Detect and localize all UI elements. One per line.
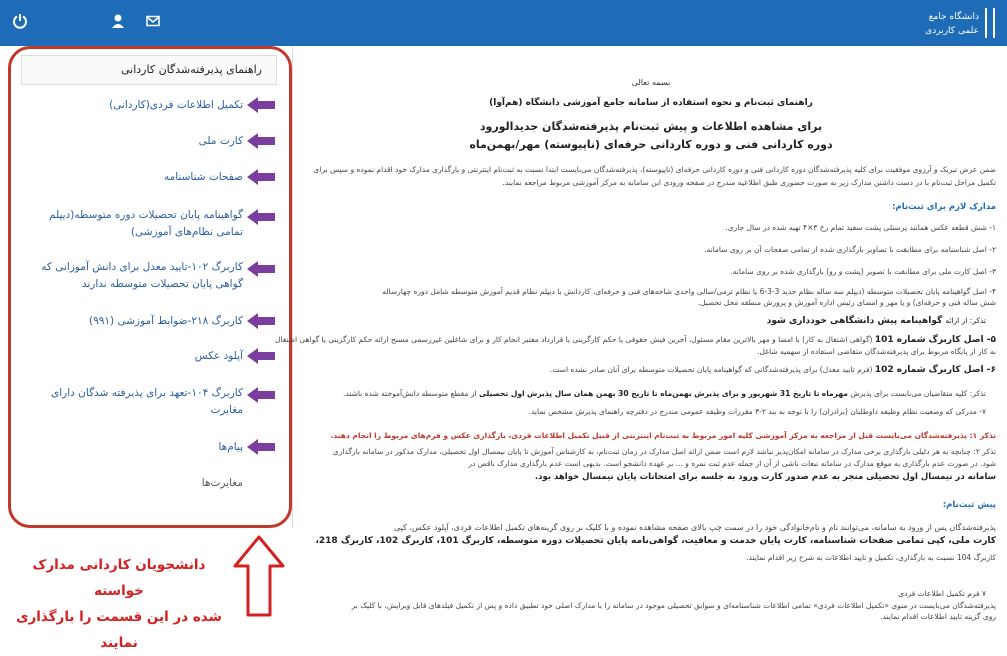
doc-item-4: ۴- اصل گواهینامه پایان تحصیلات متوسطه (دیپلم سه ساله نظام جدید 3-3-6 یا نظام ترمی/سالی واحدی شاخه‌های فنی و حرفه‌ای، کاردانش یا دیپلم نظام قدیم آموزش متوسطه شامل دوره چهارساله: [382, 287, 996, 296]
doc-form-text-2: روی گزینه تایید اطلاعات اقدام نمایند.: [880, 612, 996, 621]
arrow-icon: [247, 439, 275, 455]
doc-note-3c: سامانه در نیمسال اول تحصیلی منجر به عدم صدور کارت ورود به جلسه برای امتحانات پایان نیمسال خواهد بود.: [534, 472, 996, 482]
arrow-icon: [247, 133, 275, 149]
power-icon[interactable]: [10, 13, 30, 33]
doc-note-2-c: تا تاریخ 31 شهریور: [748, 389, 820, 398]
guide-document: [275, 60, 1004, 621]
doc-pre-registration-heading: پیش ثبت‌نام:: [942, 500, 996, 510]
arrow-icon: [247, 261, 275, 277]
sidebar-item-diploma[interactable]: گواهینامه پایان تحصیلات دوره متوسطه(دیپلم تمامی نظام‌های آموزشی): [49, 209, 243, 238]
sidebar-divider: [292, 46, 293, 528]
sidebar-item-form-218[interactable]: کاربرگ ۲۱۸-ضوابط آموزشی (۹۹۱): [89, 315, 243, 327]
annotation-line2: شده در این قسمت را بارگذاری نمایند: [16, 609, 222, 651]
doc-item-6: [300, 364, 996, 376]
arrow-icon: [247, 97, 275, 113]
doc-item-4b: شش ساله فنی و حرفه‌ای) و یا مهر و امضای رئیس اداره آموزش و پرورش منطقه محل تحصیل.: [697, 298, 996, 307]
doc-note-2-d: و برای پذیرش بهمن‌ماه تا تاریخ 30 بهمن همان سال پذیرش: [527, 389, 747, 398]
doc-note-2-f: از مقطع متوسطه دانش‌آموخته شده باشند.: [343, 389, 477, 398]
arrow-icon: [247, 387, 275, 403]
doc-note-1-bold: گواهینامه پیش دانشگاهی خودداری شود: [766, 316, 943, 326]
doc-red-note: تذکر ۱: پذیرفته‌شدگان می‌بایست قبل از مراجعه به مرکز آموزشی کلیه امور مربوط به ثبت‌نام اینترنتی از قبیل تکمیل اطلاعات فردی، بارگذاری عکس و فرم‌های مربوط را انجام دهند.: [330, 431, 996, 440]
doc-item-2: ۲- اصل شناسنامه برای مطابقت با تصاویر بارگذاری شده از تمامی صفحات آن بر روی سامانه.: [704, 245, 996, 254]
annotation-note: [8, 552, 230, 656]
up-arrow-icon: [232, 534, 286, 618]
doc-bismillah: بسمه تعالی: [631, 78, 671, 87]
doc-para-1: پذیرفته‌شدگان پس از ورود به سامانه، می‌توانند نام و نام‌خانوادگی خود را در سمت چپ بالای صفحه مشاهده نموده و با کلیک بر روی گزینه‌های تکمیل اطلاعات فردی، آپلود عکس، کپی: [393, 523, 996, 532]
doc-note-2-e: اول تحصیلی: [478, 389, 525, 398]
doc-item-7: ۷- مدرکی که وضعیت نظام وظیفه داوطلبان (برادران) را با توجه به بند ۲-۳ مقررات وظیفه عمومی مندرج در دفترچه راهنمای پذیرش مشخص نماید.: [528, 407, 986, 416]
doc-required-docs-heading: مدارک لازم برای ثبت‌نام:: [892, 202, 996, 212]
arrow-icon: [247, 348, 275, 364]
top-navbar: [0, 0, 1007, 46]
sidebar-item-upload-photo[interactable]: آپلود عکس: [194, 350, 243, 362]
logo-line2: علمی کاربردی: [925, 26, 979, 36]
doc-form-heading: ۷ فرم تکمیل اطلاعات فردی: [898, 589, 986, 598]
doc-title-line2: دوره کاردانی فنی و دوره کاردانی حرفه‌ای (ناپیوسته) مهر/بهمن‌ماه: [469, 138, 833, 151]
doc-note-3a: تذکر ۲: چنانچه به هر دلیلی بارگذاری برخی مدارک در سامانه امکان‌پذیر نباشد لازم است ضمن ارائه اصل مدارک در زمان ثبت‌نام، به کارشناس آموزش تا پایان نیمسال اول تحصیلی، مدارک مذکور در سامانه بارگذاری: [332, 447, 996, 456]
arrow-icon: [247, 169, 275, 185]
university-logo: [925, 4, 995, 42]
doc-intro-line1: ضمن عرض تبریک و آرزوی موفقیت برای کلیه پذیرفته‌شدگان دوره کاردانی فنی و دوره کاردانی حرفه‌ای (ناپیوسته)، پذیرفته‌شدگان می‌بایست ابتدا نسبت به ثبت‌نام اینترنتی و بارگذاری مدارک خود اقدام نموده و سپس برای: [313, 165, 996, 174]
doc-item-5-text: (گواهی اشتغال به کار) با امضا و مهر بالاترین مقام مسئول، آخرین فیش حقوقی یا حکم کارگزینی یا قرارداد معتبر انجام کار و برای شاغلین غیررسمی مسنح ارائه حکم کارگزینی یا گواهی اشتغال: [275, 335, 873, 344]
doc-note-1-label: تذکر: از ارائه: [945, 316, 986, 325]
doc-item-5-bold: ۵- اصل کاربرگ شماره 101: [874, 335, 996, 345]
sidebar-item-messages[interactable]: پیام‌ها: [218, 441, 243, 453]
user-icon[interactable]: [108, 13, 128, 33]
logo-line1: دانشگاه جامع: [928, 12, 979, 22]
doc-note-2-a: تذکر: کلیه متقاضیان می‌بایست برای پذیرش: [850, 389, 986, 398]
sidebar-item-form-102[interactable]: کاربرگ ۱۰۲-تایید معدل برای دانش آموزانی که گواهی پایان تحصیلات متوسطه ندارند: [41, 261, 243, 290]
sidebar-item-form-104[interactable]: کاربرگ ۱۰۴-تعهد برای پذیرفته شدگان دارای مغایرت: [51, 387, 243, 416]
doc-item-6-text: (فرم تایید معدل) برای پذیرفته‌شدگانی که گواهینامه پایان تحصیلات متوسطه برای آنان صادر نشده است.: [549, 365, 873, 374]
doc-note-1: [290, 316, 986, 326]
doc-note-2: [290, 388, 986, 399]
doc-note-3b: شود. در صورت عدم بارگذاری به موقع مدارک در سامانه تبعات ناشی از آن از جمله عدم ثبت نمره و ... بر عهده دانشجو است. بدیهی است عدم بارگذاری مدارک ناقص در: [468, 459, 996, 468]
doc-form-text: پذیرفته‌شدگان می‌بایست در منوی «تکمیل اطلاعات فردی» تمامی اطلاعات شناسنامه‌ای و سوابق تحصیلی موجود در سامانه را با مدارک اصلی خود تطبیق داده و پس از تکمیل فیلدهای قابل ویرایش، با کلیک بر: [351, 601, 996, 610]
doc-para-3: کاربرگ 104 نسبت به بارگذاری، تکمیل و تایید اطلاعات به شرح زیر اقدام نمایند.: [746, 553, 996, 562]
sidebar-title: راهنمای پذیرفته‌شدگان کاردانی: [21, 55, 277, 85]
arrow-icon: [247, 209, 275, 225]
sidebar-item-national-card[interactable]: کارت ملی: [198, 135, 243, 147]
doc-subtitle: راهنمای ثبت‌نام و نحوه استفاده از سامانه جامع آموزشی دانشگاه (هم‌آوا): [489, 98, 813, 108]
sidebar-item-birth-certificate[interactable]: صفحات شناسنامه: [163, 171, 243, 183]
doc-item-1: ۱- شش قطعه عکس همانند پرسنلی پشت سفید تمام رخ ۳×۴ تهیه شده در سال جاری.: [725, 223, 996, 232]
arrow-icon: [247, 313, 275, 329]
doc-intro-line2: تکمیل مراحل ثبت‌نام با در دست داشتن مدارک زیر به صورت حضوری طبق اطلاعیه مندرج در صفحه ورودی این سامانه به مرکز آموزشی مربوط مراجعه نمایند.: [502, 178, 996, 187]
doc-item-5: [275, 334, 996, 346]
doc-para-2: کارت ملی، کپی تمامی صفحات شناسنامه، کارت پایان خدمت و معافیت، گواهی‌نامه پایان تحصیلات دوره متوسطه، کاربرگ 101، کاربرگ 102، کاربرگ 218،: [315, 536, 996, 546]
sidebar-item-personal-info[interactable]: تکمیل اطلاعات فردی(کاردانی): [109, 99, 243, 111]
sidebar: [8, 46, 292, 528]
envelope-icon[interactable]: [143, 13, 163, 33]
annotation-line1: دانشجویان کاردانی مدارک خواسته: [32, 557, 206, 599]
sidebar-item-discrepancies[interactable]: مغایرت‌ها: [201, 477, 243, 489]
logo-mark: [985, 8, 995, 38]
doc-item-5b: به کار از پایگاه مربوط برای پذیرفته‌شدگان متقاضی استفاده از سهمیه شاغل.: [757, 347, 996, 356]
doc-title-line1: برای مشاهده اطلاعات و پیش ثبت‌نام پذیرفته‌شدگان جدیدالورود: [479, 120, 823, 133]
doc-item-6-bold: ۶- اصل کاربرگ شماره 102: [874, 365, 996, 375]
doc-item-3: ۳- اصل کارت ملی برای مطابقت با تصویر (پشت و رو) بارگذاری شده بر روی سامانه.: [730, 267, 996, 276]
doc-note-2-b: مهرماه: [821, 389, 848, 398]
